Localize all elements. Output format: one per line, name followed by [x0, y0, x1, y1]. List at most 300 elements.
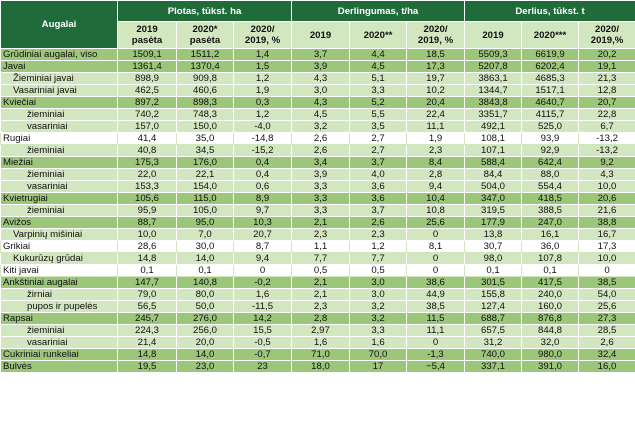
row-label: Grūdiniai augalai, viso	[1, 49, 118, 61]
table-cell: 20,7	[234, 229, 292, 241]
table-cell: 4,4	[350, 49, 407, 61]
header-group-area: Plotas, tūkst. ha	[118, 1, 292, 22]
table-cell: 0	[407, 337, 465, 349]
table-cell: 10,4	[407, 193, 465, 205]
table-row	[1, 61, 635, 73]
table-row	[1, 169, 635, 181]
table-cell: 71,0	[292, 349, 350, 361]
table-row	[1, 229, 635, 241]
table-cell: 460,6	[177, 85, 234, 97]
table-cell: -11,5	[234, 301, 292, 313]
table-cell: 0	[579, 265, 635, 277]
table-cell: 13,8	[465, 229, 522, 241]
table-cell: 0,3	[234, 97, 292, 109]
table-cell: 140,8	[177, 277, 234, 289]
table-cell: -0,5	[234, 337, 292, 349]
table-cell: 301,5	[465, 277, 522, 289]
table-cell: 3,0	[292, 85, 350, 97]
table-row	[1, 121, 635, 133]
table-cell: 2,1	[292, 277, 350, 289]
row-label: Miežiai	[1, 157, 118, 169]
table-cell: 38,8	[579, 217, 635, 229]
table-cell: 2,6	[350, 217, 407, 229]
table-cell: 5,1	[350, 73, 407, 85]
table-cell: 276,0	[177, 313, 234, 325]
table-cell: 15,5	[234, 325, 292, 337]
table-cell: 127,4	[465, 301, 522, 313]
table-cell: 34,5	[177, 145, 234, 157]
table-cell: 347,0	[465, 193, 522, 205]
table-cell: 22,8	[579, 109, 635, 121]
row-label: vasariniai	[1, 181, 118, 193]
table-cell: -0,7	[234, 349, 292, 361]
table-cell: 0,5	[350, 265, 407, 277]
table-row	[1, 265, 635, 277]
table-cell: 105,6	[118, 193, 177, 205]
table-cell: 9,7	[234, 205, 292, 217]
table-cell: 2,6	[292, 145, 350, 157]
table-row	[1, 133, 635, 145]
table-cell: 153,3	[118, 181, 177, 193]
table-cell: 25,6	[579, 301, 635, 313]
table-cell: 9,4	[234, 253, 292, 265]
table-cell: 10,3	[234, 217, 292, 229]
table-row	[1, 193, 635, 205]
table-cell: 10,8	[407, 205, 465, 217]
table-cell: 28,5	[579, 325, 635, 337]
table-cell: 107,8	[522, 253, 579, 265]
table-cell: 3,3	[350, 85, 407, 97]
table-cell: 30,7	[465, 241, 522, 253]
table-cell: 31,2	[465, 337, 522, 349]
table-cell: 157,0	[118, 121, 177, 133]
table-cell: 32,4	[579, 349, 635, 361]
subheader-area-2: 2020/ 2019, %	[234, 22, 292, 49]
table-cell: 44,9	[407, 289, 465, 301]
table-cell: 3,3	[292, 181, 350, 193]
table-cell: 3863,1	[465, 73, 522, 85]
table-cell: 0,6	[234, 181, 292, 193]
table-cell: 1,6	[292, 337, 350, 349]
table-cell: 150,0	[177, 121, 234, 133]
table-cell: 388,5	[522, 205, 579, 217]
table-cell: 38,6	[407, 277, 465, 289]
table-cell: 4,5	[350, 61, 407, 73]
table-cell: 3,2	[350, 313, 407, 325]
table-cell: 14,8	[118, 253, 177, 265]
table-cell: 21,4	[118, 337, 177, 349]
table-cell: 84,4	[465, 169, 522, 181]
table-cell: 3,7	[350, 205, 407, 217]
table-cell: 28,6	[118, 241, 177, 253]
table-cell: 2,1	[292, 217, 350, 229]
table-cell: 1,1	[292, 241, 350, 253]
table-cell: 22,0	[118, 169, 177, 181]
table-cell: 22,1	[177, 169, 234, 181]
subheader-harvest-0: 2019	[465, 22, 522, 49]
table-cell: 92,9	[522, 145, 579, 157]
table-row	[1, 289, 635, 301]
table-header	[1, 1, 635, 49]
table-cell: 23,0	[177, 361, 234, 373]
table-cell: 4640,7	[522, 97, 579, 109]
subheader-yield-1: 2020**	[350, 22, 407, 49]
row-label: žieminiai	[1, 205, 118, 217]
table-cell: 2,97	[292, 325, 350, 337]
table-cell: 1509,1	[118, 49, 177, 61]
table-cell: 2,6	[579, 337, 635, 349]
table-cell: 909,8	[177, 73, 234, 85]
table-cell: 247,0	[522, 217, 579, 229]
table-cell: 4,0	[350, 169, 407, 181]
row-label: žieminiai	[1, 169, 118, 181]
table-cell: 4,3	[292, 73, 350, 85]
table-cell: 40,8	[118, 145, 177, 157]
table-cell: 245,7	[118, 313, 177, 325]
row-label: žieminiai	[1, 325, 118, 337]
table-cell: 876,8	[522, 313, 579, 325]
table-cell: 80,0	[177, 289, 234, 301]
table-cell: 98,0	[465, 253, 522, 265]
subheader-harvest-1: 2020***	[522, 22, 579, 49]
table-cell: 6,7	[579, 121, 635, 133]
table-cell: 3,7	[292, 49, 350, 61]
table-cell: 11,1	[407, 121, 465, 133]
table-cell: 1,2	[234, 73, 292, 85]
table-cell: 0	[234, 265, 292, 277]
table-cell: 980,0	[522, 349, 579, 361]
table-cell: 1,2	[234, 109, 292, 121]
table-cell: 3843,8	[465, 97, 522, 109]
table-row	[1, 85, 635, 97]
table-cell: 107,1	[465, 145, 522, 157]
table-cell: 147,7	[118, 277, 177, 289]
table-cell: 10,0	[579, 253, 635, 265]
table-cell: 11,1	[407, 325, 465, 337]
table-row	[1, 277, 635, 289]
table-cell: 14,2	[234, 313, 292, 325]
row-label: Rapsai	[1, 313, 118, 325]
table-cell: 14,0	[177, 253, 234, 265]
table-cell: 54,0	[579, 289, 635, 301]
table-cell: 36,0	[522, 241, 579, 253]
table-cell: 20,0	[177, 337, 234, 349]
row-label: Rugiai	[1, 133, 118, 145]
table-row	[1, 145, 635, 157]
table-cell: 18,0	[292, 361, 350, 373]
table-cell: 256,0	[177, 325, 234, 337]
table-cell: 21,6	[579, 205, 635, 217]
table-cell: -0,2	[234, 277, 292, 289]
table-cell: 50,0	[177, 301, 234, 313]
table-cell: 224,3	[118, 325, 177, 337]
subheader-yield-2: 2020/ 2019, %	[407, 22, 465, 49]
table-cell: 3,9	[292, 169, 350, 181]
table-cell: 2,7	[350, 133, 407, 145]
row-label: Javai	[1, 61, 118, 73]
table-cell: 21,3	[579, 73, 635, 85]
table-row	[1, 349, 635, 361]
table-cell: 2,6	[292, 133, 350, 145]
table-cell: 3,9	[292, 61, 350, 73]
row-label: Cukriniai runkeliai	[1, 349, 118, 361]
table-cell: 897,2	[118, 97, 177, 109]
row-label: Varpinių mišiniai	[1, 229, 118, 241]
table-cell: 588,4	[465, 157, 522, 169]
table-cell: 95,9	[118, 205, 177, 217]
row-label: žirniai	[1, 289, 118, 301]
row-label: Avižos	[1, 217, 118, 229]
table-cell: 844,8	[522, 325, 579, 337]
table-cell: -13,2	[579, 145, 635, 157]
subheader-yield-0: 2019	[292, 22, 350, 49]
table-cell: 0,4	[234, 169, 292, 181]
table-row	[1, 325, 635, 337]
table-cell: 23	[234, 361, 292, 373]
table-cell: 4,3	[292, 97, 350, 109]
table-cell: 3,0	[350, 289, 407, 301]
table-cell: 240,0	[522, 289, 579, 301]
table-cell: 177,9	[465, 217, 522, 229]
table-cell: 10,0	[118, 229, 177, 241]
table-cell: 2,3	[292, 301, 350, 313]
table-cell: -14,8	[234, 133, 292, 145]
table-cell: 642,4	[522, 157, 579, 169]
table-row	[1, 313, 635, 325]
table-cell: 504,0	[465, 181, 522, 193]
table-cell: 337,1	[465, 361, 522, 373]
table-cell: 17	[350, 361, 407, 373]
subheader-area-1: 2020* pasėta	[177, 22, 234, 49]
table-cell: 2,8	[292, 313, 350, 325]
table-cell: 70,0	[350, 349, 407, 361]
row-label: žieminiai	[1, 109, 118, 121]
table-cell: −5,4	[407, 361, 465, 373]
row-label: Grikiai	[1, 241, 118, 253]
table-cell: 0	[407, 253, 465, 265]
header-group-harvest: Derlius, tūkst. t	[465, 1, 635, 22]
row-label: Žieminiai javai	[1, 73, 118, 85]
row-label: Kiti javai	[1, 265, 118, 277]
table-cell: 3,0	[350, 277, 407, 289]
table-cell: 898,3	[177, 97, 234, 109]
table-cell: 7,7	[350, 253, 407, 265]
table-cell: 0,1	[118, 265, 177, 277]
table-cell: 5207,8	[465, 61, 522, 73]
table-cell: 3,7	[350, 157, 407, 169]
table-cell: 462,5	[118, 85, 177, 97]
table-cell: 1,9	[407, 133, 465, 145]
table-cell: 20,7	[579, 97, 635, 109]
table-cell: 0,1	[177, 265, 234, 277]
table-cell: 6619,9	[522, 49, 579, 61]
table-cell: 3,2	[292, 121, 350, 133]
table-cell: 155,8	[465, 289, 522, 301]
table-cell: 1511,2	[177, 49, 234, 61]
table-cell: 319,5	[465, 205, 522, 217]
table-cell: 108,1	[465, 133, 522, 145]
table-cell: 7,0	[177, 229, 234, 241]
table-cell: 3,6	[350, 181, 407, 193]
table-cell: 56,5	[118, 301, 177, 313]
table-row	[1, 181, 635, 193]
table-cell: 14,0	[177, 349, 234, 361]
row-label: vasariniai	[1, 121, 118, 133]
table-cell: 1,5	[234, 61, 292, 73]
table-cell: 8,7	[234, 241, 292, 253]
table-cell: 1,6	[350, 337, 407, 349]
table-cell: 35,0	[177, 133, 234, 145]
table-cell: 4,3	[579, 169, 635, 181]
table-cell: 154,0	[177, 181, 234, 193]
row-label: Kvietrugiai	[1, 193, 118, 205]
table-cell: 19,7	[407, 73, 465, 85]
table-cell: 5509,3	[465, 49, 522, 61]
table-row	[1, 97, 635, 109]
table-cell: 79,0	[118, 289, 177, 301]
table-cell: 740,2	[118, 109, 177, 121]
header-group-yield: Derlingumas, t/ha	[292, 1, 465, 22]
table-cell: 3,3	[292, 193, 350, 205]
table-cell: 1,6	[234, 289, 292, 301]
table-cell: 38,5	[579, 277, 635, 289]
table-cell: 8,4	[407, 157, 465, 169]
table-cell: 9,2	[579, 157, 635, 169]
table-cell: 2,8	[407, 169, 465, 181]
table-cell: 3,3	[350, 325, 407, 337]
row-label: Ankštiniai augalai	[1, 277, 118, 289]
table-cell: 22,4	[407, 109, 465, 121]
table-cell: 32,0	[522, 337, 579, 349]
table-cell: 10,2	[407, 85, 465, 97]
table-cell: 391,0	[522, 361, 579, 373]
table-cell: 10,0	[579, 181, 635, 193]
table-cell: 176,0	[177, 157, 234, 169]
subheader-area-0: 2019 pasėta	[118, 22, 177, 49]
table-cell: 38,5	[407, 301, 465, 313]
table-cell: 30,0	[177, 241, 234, 253]
table-cell: 6202,4	[522, 61, 579, 73]
table-cell: 2,1	[292, 289, 350, 301]
table-row	[1, 361, 635, 373]
table-cell: 3,5	[350, 121, 407, 133]
table-cell: 0	[407, 265, 465, 277]
table-cell: 5,2	[350, 97, 407, 109]
table-cell: -13,2	[579, 133, 635, 145]
table-cell: 417,5	[522, 277, 579, 289]
table-row	[1, 337, 635, 349]
table-cell: 688,7	[465, 313, 522, 325]
table-cell: 25,6	[407, 217, 465, 229]
row-label: vasariniai	[1, 337, 118, 349]
table-cell: 11,5	[407, 313, 465, 325]
table-cell: 748,3	[177, 109, 234, 121]
table-cell: 2,7	[350, 145, 407, 157]
table-cell: 0,5	[292, 265, 350, 277]
row-label: Kviečiai	[1, 97, 118, 109]
table-cell: -15,2	[234, 145, 292, 157]
table-cell: 0,4	[234, 157, 292, 169]
table-cell: 1344,7	[465, 85, 522, 97]
table-cell: 492,1	[465, 121, 522, 133]
table-cell: 1,9	[234, 85, 292, 97]
table-cell: 5,5	[350, 109, 407, 121]
table-cell: 0,1	[465, 265, 522, 277]
table-cell: 160,0	[522, 301, 579, 313]
table-cell: 1361,4	[118, 61, 177, 73]
table-row	[1, 241, 635, 253]
table-cell: 16,1	[522, 229, 579, 241]
subheader-harvest-2: 2020/ 2019,%	[579, 22, 635, 49]
table-cell: 17,3	[407, 61, 465, 73]
table-cell: 93,9	[522, 133, 579, 145]
table-cell: 175,3	[118, 157, 177, 169]
table-row	[1, 49, 635, 61]
table-cell: 9,4	[407, 181, 465, 193]
table-cell: 4685,3	[522, 73, 579, 85]
table-cell: 3,4	[292, 157, 350, 169]
table-row	[1, 217, 635, 229]
table-cell: 12,8	[579, 85, 635, 97]
table-cell: 95,0	[177, 217, 234, 229]
table-cell: 2,3	[292, 229, 350, 241]
table-cell: -4,0	[234, 121, 292, 133]
row-label: Vasariniai javai	[1, 85, 118, 97]
table-cell: 18,5	[407, 49, 465, 61]
table-cell: 525,0	[522, 121, 579, 133]
table-cell: 0,1	[522, 265, 579, 277]
table-cell: 14,8	[118, 349, 177, 361]
table-cell: 8,1	[407, 241, 465, 253]
table-cell: 3,3	[292, 205, 350, 217]
table-cell: 2,3	[407, 145, 465, 157]
table-cell: 1370,4	[177, 61, 234, 73]
table-cell: 20,4	[407, 97, 465, 109]
table-cell: 418,5	[522, 193, 579, 205]
table-cell: 8,9	[234, 193, 292, 205]
table-cell: 3,6	[350, 193, 407, 205]
table-cell: 657,5	[465, 325, 522, 337]
header-crop-name: Augalai	[1, 1, 118, 49]
row-label: žieminiai	[1, 145, 118, 157]
table-cell: 1517,1	[522, 85, 579, 97]
table-body	[1, 49, 635, 373]
table-cell: 27,3	[579, 313, 635, 325]
table-cell: 16,7	[579, 229, 635, 241]
row-label: Kukurūzų grūdai	[1, 253, 118, 265]
table-cell: 3351,7	[465, 109, 522, 121]
table-cell: 41,4	[118, 133, 177, 145]
table-cell: 1,4	[234, 49, 292, 61]
table-cell: 740,0	[465, 349, 522, 361]
table-cell: 2,3	[350, 229, 407, 241]
table-cell: 0	[407, 229, 465, 241]
table-cell: 898,9	[118, 73, 177, 85]
row-label: Bulvės	[1, 361, 118, 373]
table-cell: 7,7	[292, 253, 350, 265]
table-cell: 16,0	[579, 361, 635, 373]
row-label: pupos ir pupelės	[1, 301, 118, 313]
table-cell: 115,0	[177, 193, 234, 205]
table-row	[1, 109, 635, 121]
table-row	[1, 157, 635, 169]
table-cell: 19,5	[118, 361, 177, 373]
table-cell: 20,6	[579, 193, 635, 205]
table-row	[1, 253, 635, 265]
table-cell: -1,3	[407, 349, 465, 361]
table-cell: 88,7	[118, 217, 177, 229]
table-cell: 4115,7	[522, 109, 579, 121]
